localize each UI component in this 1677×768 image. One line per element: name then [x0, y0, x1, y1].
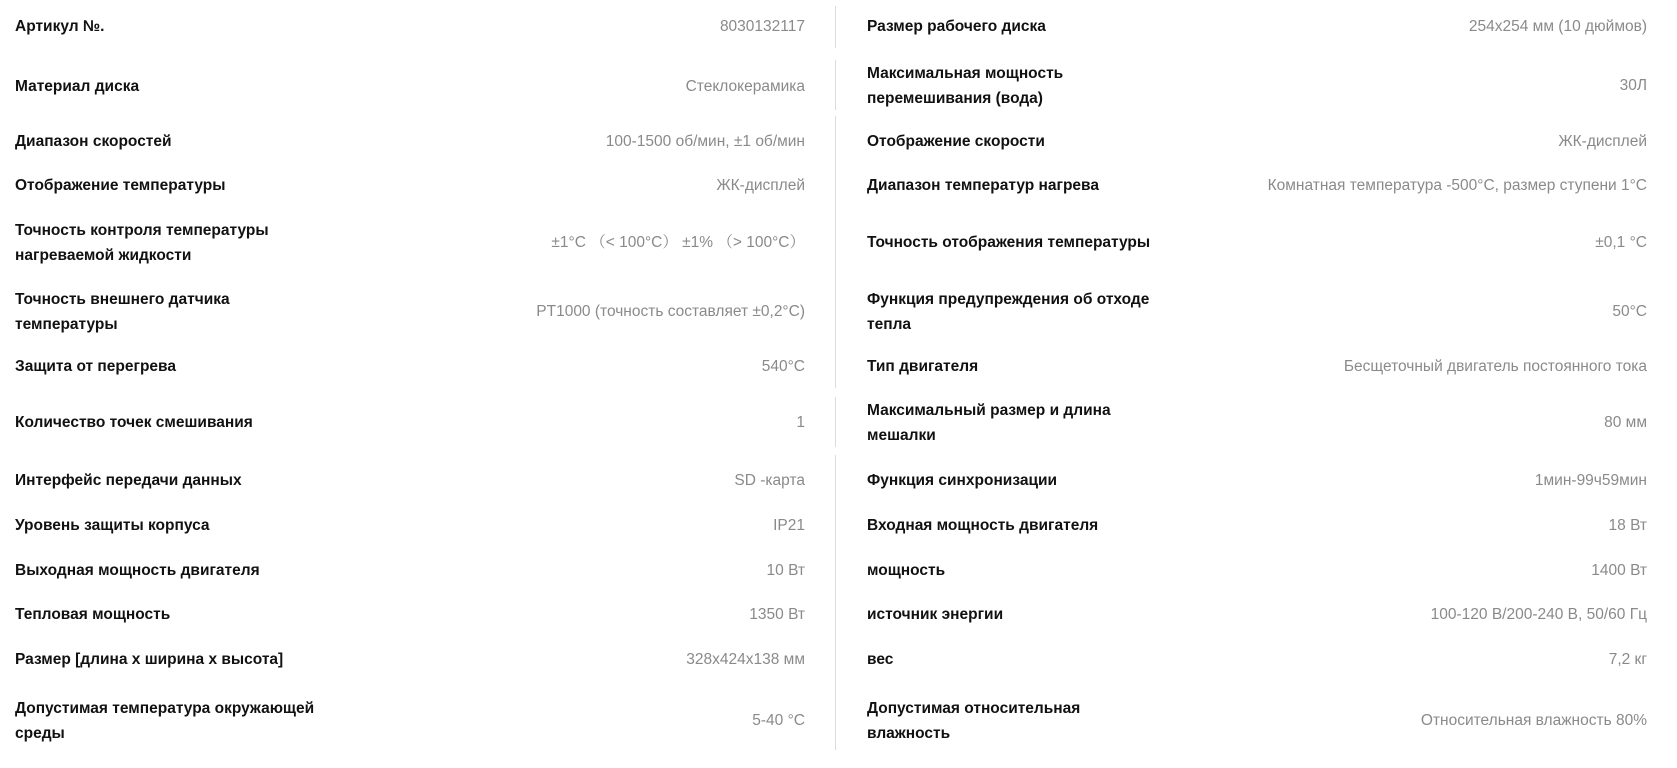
spec-value: 540°C: [761, 357, 805, 375]
spec-row: [0, 215, 835, 270]
spec-label: Количество точек смешивания: [15, 413, 253, 431]
spec-value: Бесщеточный двигатель постоянного тока: [1343, 357, 1647, 375]
spec-value: 100-120 В/200-240 В, 50/60 Гц: [1430, 605, 1647, 623]
column-divider: [835, 397, 836, 447]
spec-row: [835, 346, 1677, 386]
spec-label: Защита от перегрева: [15, 357, 176, 375]
spec-value: ±1°C （< 100°C） ±1% （> 100°C）: [551, 234, 805, 251]
spec-column-right: [835, 0, 1677, 768]
column-divider: [835, 455, 836, 750]
spec-row: [0, 6, 835, 46]
spec-value: IP21: [773, 516, 805, 534]
spec-value: 328x424x138 мм: [686, 650, 805, 668]
spec-row: [835, 594, 1677, 634]
spec-value: 18 Вт: [1608, 516, 1647, 534]
spec-row: [0, 460, 835, 500]
spec-label: Размер рабочего диска: [867, 17, 1046, 35]
spec-label: Точность контроля температуры нагреваемой жидкости: [15, 221, 269, 264]
spec-row: [835, 505, 1677, 545]
spec-row: [835, 550, 1677, 590]
spec-row: [835, 284, 1677, 339]
spec-row: [835, 639, 1677, 679]
spec-label: Артикул №.: [15, 17, 105, 35]
spec-label: Входная мощность двигателя: [867, 516, 1099, 534]
column-divider: [835, 6, 836, 48]
spec-label: Тепловая мощность: [15, 605, 171, 623]
spec-label: Выходная мощность двигателя: [15, 561, 260, 579]
spec-row: [835, 395, 1677, 450]
spec-column-left: [0, 0, 835, 768]
spec-value: Стеклокерамика: [685, 77, 805, 95]
spec-row: [0, 121, 835, 161]
spec-row: [0, 284, 835, 339]
spec-row: [835, 6, 1677, 46]
spec-row: [0, 346, 835, 386]
spec-label: Диапазон скоростей: [15, 132, 172, 150]
spec-label: Точность отображения температуры: [867, 233, 1151, 251]
spec-value: Комнатная температура -500°C, размер ступени 1°C: [1267, 176, 1647, 194]
spec-value: 10 Вт: [766, 561, 805, 579]
spec-value: 1400 Вт: [1591, 561, 1647, 579]
spec-label: Допустимая температура окружающей среды: [15, 699, 315, 742]
spec-label: источник энергии: [867, 605, 1004, 623]
spec-value: SD -карта: [734, 471, 805, 489]
spec-label: Уровень защиты корпуса: [15, 516, 210, 534]
spec-row: [0, 693, 835, 748]
spec-row: [835, 165, 1677, 205]
spec-row: [835, 460, 1677, 500]
spec-label: Тип двигателя: [867, 357, 979, 375]
spec-value: 1мин-99ч59мин: [1534, 471, 1647, 489]
spec-value: PT1000 (точность составляет ±0,2°C): [536, 303, 805, 320]
spec-label: вес: [867, 650, 894, 668]
spec-row: [835, 693, 1677, 748]
spec-value: 1350 Вт: [749, 605, 805, 623]
spec-row: [0, 165, 835, 205]
spec-row: [0, 505, 835, 545]
spec-row: [0, 61, 835, 111]
column-divider: [835, 116, 836, 388]
spec-value: ЖК-дисплей: [716, 176, 805, 194]
spec-label: Максимальная мощность перемешивания (вода): [867, 64, 1064, 107]
spec-value: Относительная влажность 80%: [1420, 712, 1647, 729]
spec-label: Точность внешнего датчика температуры: [15, 290, 230, 333]
spec-value: ±0,1 °C: [1595, 233, 1647, 251]
column-divider: [835, 60, 836, 110]
spec-value: 1: [796, 413, 805, 431]
spec-label: Материал диска: [15, 77, 140, 95]
spec-value: 100-1500 об/мин, ±1 об/мин: [605, 132, 805, 150]
spec-label: Диапазон температур нагрева: [867, 176, 1100, 194]
spec-value: 30Л: [1619, 77, 1647, 94]
spec-value: ЖК-дисплей: [1558, 132, 1647, 150]
spec-label: Отображение скорости: [867, 132, 1045, 150]
spec-row: [0, 550, 835, 590]
spec-label: Размер [длина x ширина x высота]: [15, 650, 284, 668]
spec-label: Функция предупреждения об отходе тепла: [867, 290, 1150, 333]
spec-label: Допустимая относительная влажность: [867, 699, 1081, 742]
spec-value: 80 мм: [1604, 414, 1647, 431]
spec-value: 8030132117: [719, 17, 805, 35]
spec-row: [0, 402, 835, 442]
spec-label: Функция синхронизации: [867, 471, 1058, 489]
spec-row: [835, 58, 1677, 113]
spec-row: [0, 594, 835, 634]
spec-label: мощность: [867, 561, 946, 579]
spec-value: 5-40 °C: [752, 712, 805, 729]
spec-row: [835, 222, 1677, 262]
spec-label: Максимальный размер и длина мешалки: [867, 401, 1111, 444]
spec-label: Отображение температуры: [15, 176, 226, 194]
spec-value: 254x254 мм (10 дюймов): [1468, 17, 1647, 35]
spec-value: 7,2 кг: [1608, 650, 1647, 668]
spec-row: [835, 121, 1677, 161]
spec-row: [0, 639, 835, 679]
spec-label: Интерфейс передачи данных: [15, 471, 242, 489]
spec-value: 50°C: [1612, 303, 1647, 320]
